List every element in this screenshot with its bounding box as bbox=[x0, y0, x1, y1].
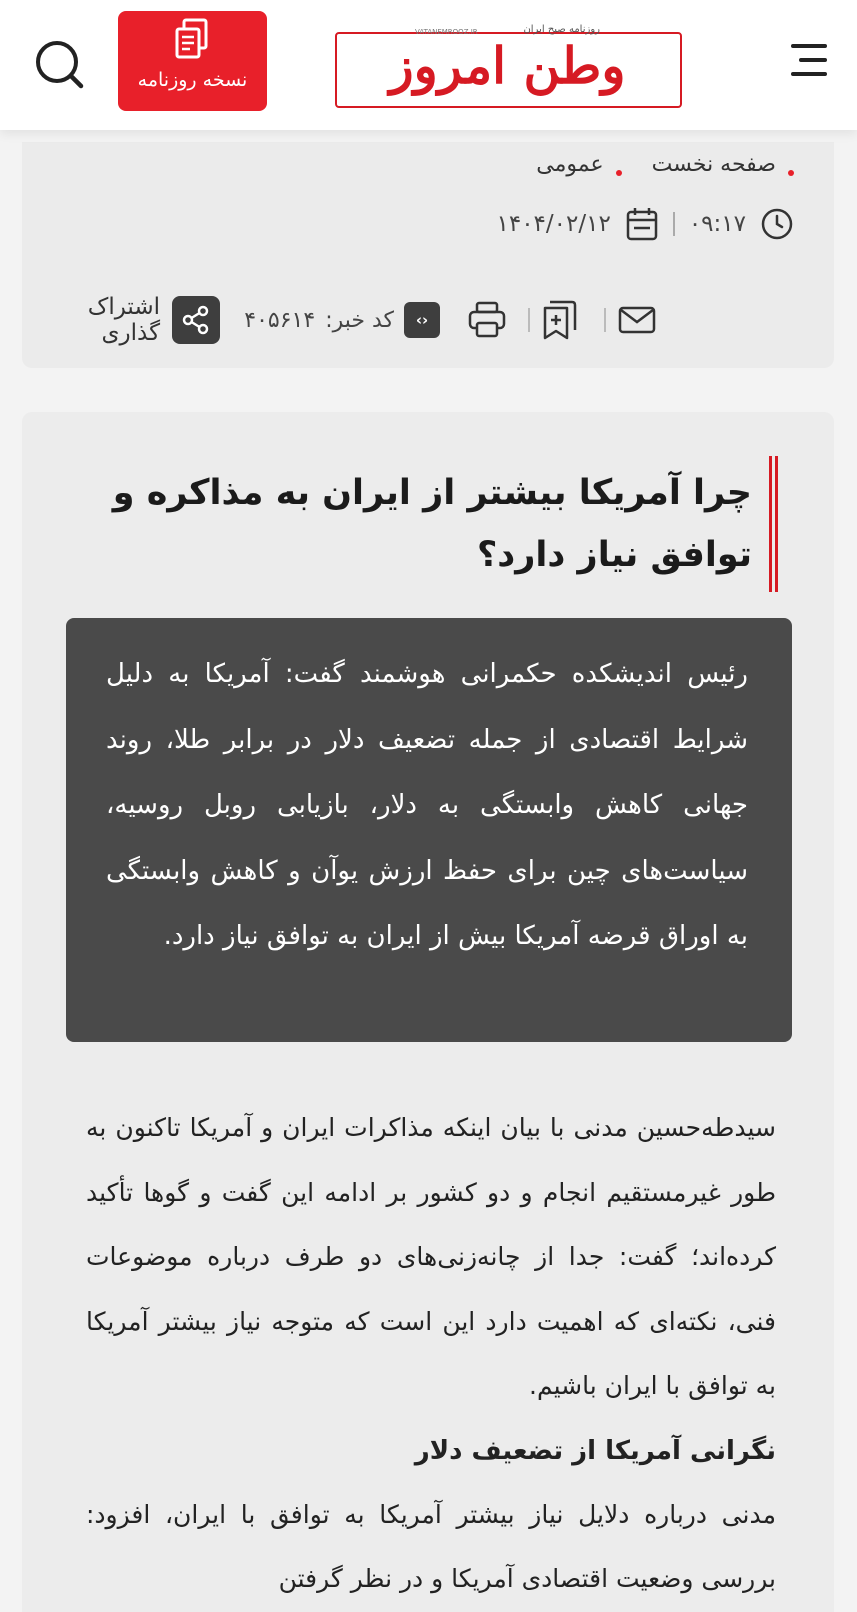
hamburger-menu-icon[interactable] bbox=[779, 40, 827, 84]
bookmark-add-icon bbox=[540, 300, 580, 340]
bookmark-button[interactable] bbox=[540, 292, 580, 348]
calendar-icon bbox=[625, 206, 659, 242]
breadcrumb bbox=[536, 152, 794, 177]
site-logo[interactable] bbox=[335, 12, 680, 112]
divider bbox=[673, 212, 675, 236]
clock-icon bbox=[760, 207, 794, 241]
divider bbox=[604, 308, 606, 332]
news-code bbox=[244, 292, 440, 348]
article-subheading: نگرانی آمریکا از تضعیف دلار bbox=[414, 1435, 776, 1466]
article-paragraph: سیدطه‌حسین مدنی با بیان اینکه مذاکرات ایران و آمریکا تاکنون به طور غیرمستقیم انجام و دو کشور بر ادامه این گفت و گوها تأکید کرده‌اند؛ گفت: جدا از چانه‌زنی‌های دو طرف درباره موضوعات فنی، نکته‌ای که اهمیت دارد این است که متوجه نیاز بیشتر آمریکا به توافق با ایران باشیم. bbox=[86, 1113, 776, 1400]
article-lead: رئیس اندیشکده حکمرانی هوشمند گفت: آمریکا به دلیل شرایط اقتصادی از جمله تضعیف دلار در برابر طلا، روند جهانی کاهش وابستگی به دلار، بازیابی روبل روسیه، سیاست‌های چین برای حفظ ارزش یوآن و کاهش وابستگی به اوراق قرضه آمریکا بیش از ایران به توافق نیاز دارد. bbox=[66, 618, 792, 1042]
breadcrumb-home[interactable]: صفحه نخست bbox=[652, 152, 794, 177]
news-code-label: کد خبر: bbox=[325, 307, 394, 333]
title-accent-bar bbox=[775, 456, 778, 592]
article-title: چرا آمریکا بیشتر از ایران به مذاکره و توافق نیاز دارد؟ bbox=[112, 473, 752, 575]
divider bbox=[528, 308, 530, 332]
article-card bbox=[22, 412, 834, 1612]
newspaper-button-label: نسخه روزنامه bbox=[137, 69, 248, 91]
title-accent-bar bbox=[769, 456, 772, 592]
publish-time: ۰۹:۱۷ bbox=[688, 211, 746, 237]
site-header bbox=[0, 0, 857, 130]
share-icon bbox=[172, 296, 220, 344]
share-button[interactable] bbox=[22, 292, 220, 348]
logo-url: VATANEMROOZ.IR bbox=[415, 28, 478, 36]
logo-wordmark: وطن امروز bbox=[389, 36, 626, 95]
publish-info bbox=[497, 206, 795, 242]
search-icon[interactable] bbox=[33, 38, 85, 90]
publish-date: ۱۴۰۴/۰۲/۱۲ bbox=[496, 211, 611, 237]
mail-icon bbox=[618, 305, 656, 335]
newspaper-edition-button[interactable] bbox=[118, 11, 267, 111]
print-button[interactable] bbox=[468, 292, 506, 348]
breadcrumb-category[interactable]: عمومی bbox=[536, 152, 621, 177]
news-code-value: ۴۰۵۶۱۴ bbox=[244, 307, 316, 333]
print-icon bbox=[468, 301, 506, 339]
newspaper-document-icon bbox=[170, 17, 214, 65]
article-meta-card bbox=[22, 142, 834, 368]
article-paragraph: مدنی درباره دلایل نیاز بیشتر آمریکا به توافق با ایران، افزود: بررسی وضعیت اقتصادی آمریکا و در نظر گرفتن bbox=[86, 1499, 776, 1593]
article-actions bbox=[22, 292, 834, 348]
code-icon: ‹› bbox=[404, 302, 440, 338]
article-body bbox=[86, 1096, 776, 1612]
share-label: اشتراک گذاری bbox=[87, 294, 161, 346]
logo-tagline: روزنامه صبح ایران bbox=[523, 24, 600, 35]
email-button[interactable] bbox=[618, 292, 656, 348]
